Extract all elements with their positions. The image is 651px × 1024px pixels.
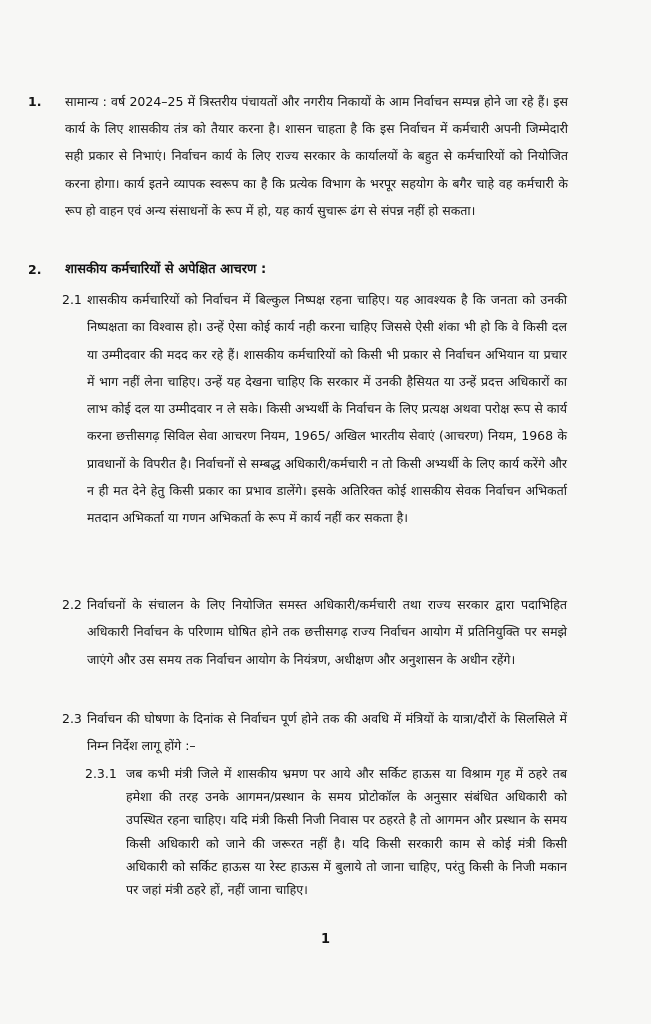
section-2-3-number: 2.3 [62, 711, 82, 726]
page-number: 1 [320, 932, 331, 947]
section-2-3-text: निर्वाचन की घोषणा के दिनांक से निर्वाचन पूर्ण होने तक की अवधि में मंत्रियों के यात्रा/दौरों के सिलसिले में निम्न निर्देश लागू होंगे :– [87, 711, 567, 754]
section-1-text: सामान्य : वर्ष 2024–25 में त्रिस्तरीय पंचायतों और नगरीय निकायों के आम निर्वाचन सम्पन्न होने जा रहे हैं। इस कार्य के लिए शासकीय तंत्र को तैयार करना है। शासन चाहता है कि इस निर्वाचन में कर्मचारी अपनी जिम्मेदारी सही प्रकार से निभाएं। निर्वाचन कार्य के लिए राज्य सरकार के कार्यालयों के बहुत से कर्मचारियों को नियोजित करना होगा। कार्य इतने व्यापक स्वरूप का है कि प्रत्येक विभाग के भरपूर सहयोग के बगैर चाहे वह कर्मचारी के रूप हो वाहन एवं अन्य संसाधनों के रूप में हो, यह कार्य सुचारू ढंग से संपन्न नहीं हो सकता। [65, 94, 568, 218]
section-2-3-1-text: जब कभी मंत्री जिले में शासकीय भ्रमण पर आये और सर्किट हाऊस या विश्राम गृह में ठहरे तब हमेशा की तरह उनके आगमन/प्रस्थान के समय प्रोटोकॉल के अनुसार संबंधित अधिकारी को उपस्थित रहना चाहिए। यदि मंत्री किसी निजी निवास पर ठहरते है तो आगमन और प्रस्थान के समय किसी अधिकारी को जाने की जरूरत नहीं है। यदि किसी सरकारी काम से कोई मंत्री किसी अधिकारी को सर्किट हाऊस या रेस्ट हाऊस में बुलाये तो जाना चाहिए, परंतु किसी के निजी मकान पर जहां मंत्री ठहरे हों, नहीं जाना चाहिए। [126, 766, 567, 898]
section-2-1-text: शासकीय कर्मचारियों को निर्वाचन में बिल्कुल निष्पक्ष रहना चाहिए। यह आवश्यक है कि जनता को उनकी निष्पक्षता का विश्वास हो। उन्हें ऐसा कोई कार्य नही करना चाहिए जिससे ऐसी शंका भी हो कि वे किसी दल या उम्मीदवार की मदद कर रहे हैं। शासकीय कर्मचारियों को किसी भी प्रकार से निर्वाचन अभियान या प्रचार में भाग नहीं लेना चाहिए। उन्हें यह देखना चाहिए कि सरकार में उनकी हैसियत या उन्हें प्रदत्त अधिकारों का लाभ कोई दल या उम्मीदवार न ले सके। किसी अभ्यर्थी के निर्वाचन के लिए प्रत्यक्ष अथवा परोक्ष रूप से कार्य करना छत्तीसगढ़ सिविल सेवा आचरण नियम, 1965/ अखिल भारतीय सेवाएं (आचरण) नियम, 1968 के प्रावधानों के विपरीत है। निर्वाचनों से सम्बद्ध अधिकारी/कर्मचारी न तो किसी अभ्यर्थी के लिए कार्य करेंगे और न ही मत देने हेतु किसी प्रकार का प्रभाव डालेंगे। इसके अतिरिक्त कोई शासकीय सेवक निर्वाचन अभिकर्ता मतदान अभिकर्ता या गणन अभिकर्ता के रूप में कार्य नहीं कर सकता है। [87, 292, 567, 526]
section-2-2-number: 2.2 [62, 597, 82, 612]
section-2-number: 2. [28, 262, 42, 277]
section-1-number: 1. [28, 94, 42, 109]
section-2-heading: शासकीय कर्मचारियों से अपेक्षित आचरण : [65, 262, 267, 277]
section-2-1-number: 2.1 [62, 292, 82, 307]
section-2-2-text: निर्वाचनों के संचालन के लिए नियोजित समस्त अधिकारी/कर्मचारी तथा राज्य सरकार द्वारा पदाभिहित अधिकारी निर्वाचन के परिणाम घोषित होने तक छत्तीसगढ़ राज्य निर्वाचन आयोग में प्रतिनियुक्ति पर समझे जाएंगे और उस समय तक निर्वाचन आयोग के नियंत्रण, अधीक्षण और अनुशासन के अधीन रहेंगे। [87, 597, 567, 667]
section-2-3-1-number: 2.3.1 [85, 766, 117, 781]
